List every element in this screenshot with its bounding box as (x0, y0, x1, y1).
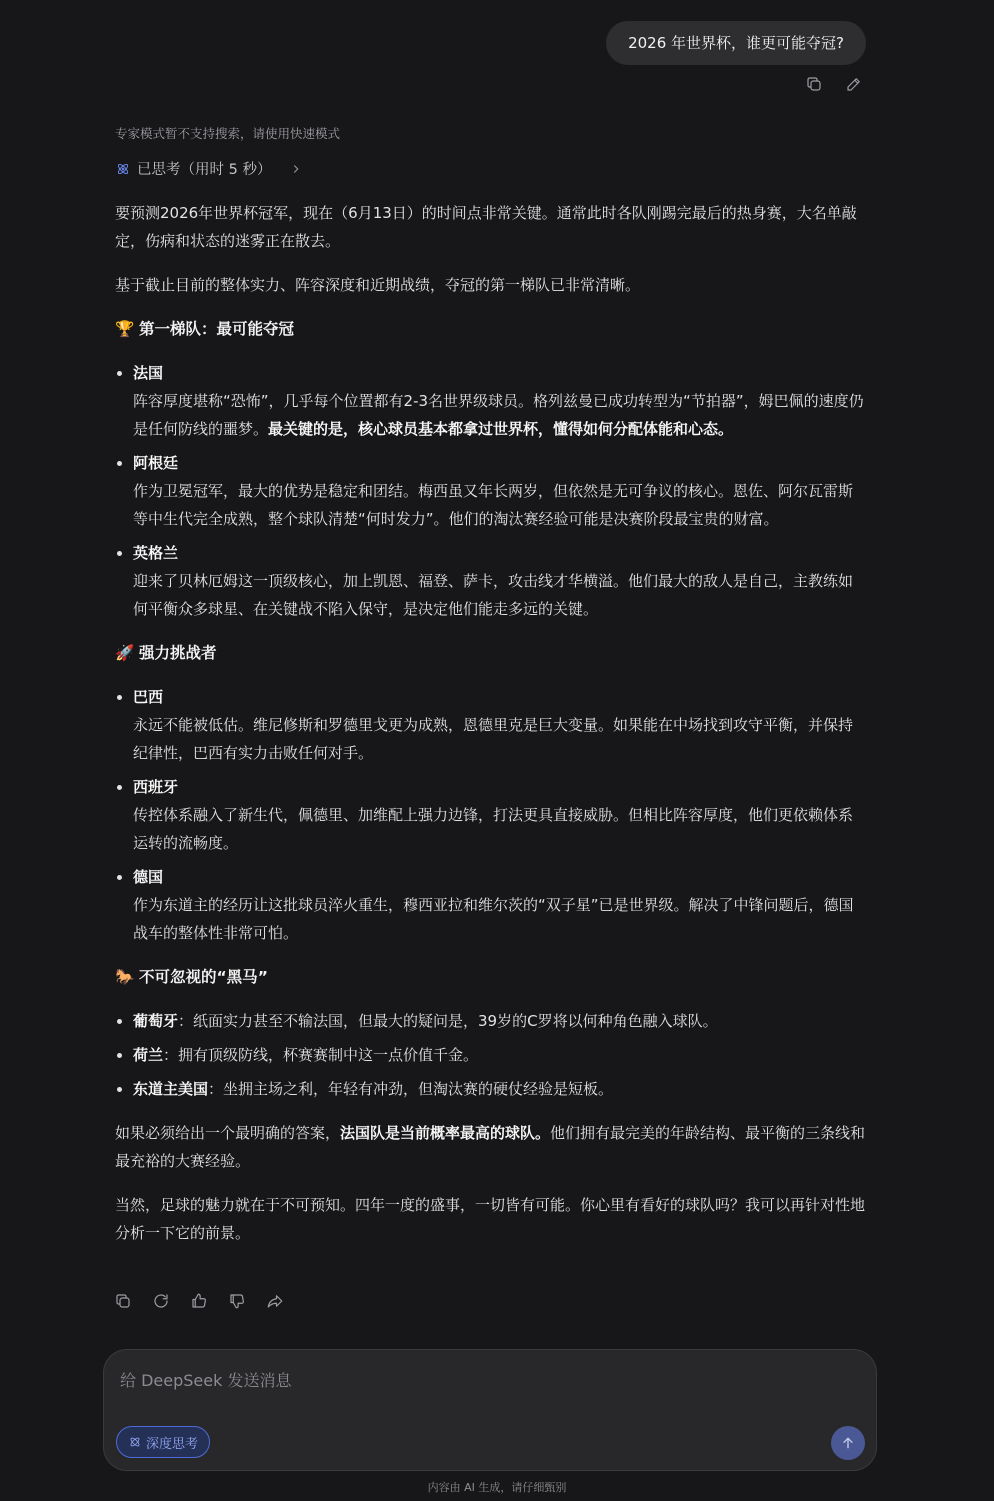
thought-toggle[interactable] (115, 158, 303, 179)
answer-actions (113, 1291, 285, 1311)
share-icon[interactable] (265, 1291, 285, 1311)
deep-think-icon (128, 1435, 142, 1449)
dark-horse-list (115, 1007, 867, 1103)
list-item: • 东道主美国：坐拥主场之利，年轻有冲劲，但淘汰赛的硬仗经验是短板。 (133, 1075, 867, 1103)
conclusion-paragraph: 如果必须给出一个最明确的答案，法国队是当前概率最高的球队。他们拥有最完美的年龄结构、最平衡的三条线和最充裕的大赛经验。 (115, 1124, 866, 1170)
deep-think-icon (115, 161, 131, 177)
message-composer[interactable] (103, 1349, 877, 1471)
user-message-bubble (606, 21, 866, 65)
trophy-icon: 🏆 (115, 320, 135, 338)
arrow-up-icon (840, 1435, 856, 1451)
list-item: • 西班牙 传控体系融入了新生代，佩德里、加维配上强力边锋，打法更具直接威胁。但相比阵容厚度，他们更依赖体系运转的流畅度。 (133, 773, 867, 857)
ai-disclaimer: 内容由 AI 生成，请仔细甄别 (427, 1481, 567, 1494)
list-item: • 巴西 永远不能被低估。维尼修斯和罗德里戈更为成熟，恩德里克是巨大变量。如果能在中场找到攻守平衡，并保持纪律性，巴西有实力击败任何对手。 (133, 683, 867, 767)
intro-paragraph-1: 要预测2026年世界杯冠军，现在（6月13日）的时间点非常关键。通常此时各队刚踢完最后的热身赛，大名单敲定，伤病和状态的迷雾正在散去。 (115, 204, 857, 250)
challengers-list (115, 683, 867, 947)
intro-paragraph-2: 基于截止目前的整体实力、阵容深度和近期战绩，夺冠的第一梯队已非常清晰。 (115, 276, 641, 294)
regenerate-icon[interactable] (151, 1291, 171, 1311)
copy-icon[interactable] (113, 1291, 133, 1311)
send-button[interactable] (831, 1426, 865, 1460)
list-item: • 德国 作为东道主的经历让这批球员淬火重生，穆西亚拉和维尔茨的“双子星”已是世界级。解决了中锋问题后，德国战车的整体性非常可怕。 (133, 863, 867, 947)
deep-think-label: 深度思考 (146, 1436, 199, 1452)
assistant-answer (115, 199, 867, 1263)
section-heading-tier1: 🏆 第一梯队：最可能夺冠 (115, 315, 867, 343)
list-item: • 阿根廷 作为卫冕冠军，最大的优势是稳定和团结。梅西虽又年长两岁，但依然是无可争议的核心。恩佐、阿尔瓦雷斯等中生代完全成熟，整个球队清楚“何时发力”。他们的淘汰赛经验可能是决赛阶段最宝贵的财富。 (133, 449, 867, 533)
thought-label: 已思考（用时 5 秒） (137, 162, 272, 178)
tier1-list (115, 359, 867, 623)
rocket-icon: 🚀 (115, 644, 135, 662)
user-message-actions (804, 74, 864, 94)
thumbs-up-icon[interactable] (189, 1291, 209, 1311)
horse-icon: 🐎 (115, 968, 135, 986)
expert-mode-notice: 专家模式暂不支持搜索，请使用快速模式 (115, 126, 341, 141)
chevron-right-icon (289, 162, 303, 176)
message-input[interactable]: 给 DeepSeek 发送消息 (120, 1371, 292, 1390)
edit-icon[interactable] (844, 74, 864, 94)
list-item: • 葡萄牙：纸面实力甚至不输法国，但最大的疑问是，39岁的C罗将以何种角色融入球队。 (133, 1007, 867, 1035)
section-heading-challengers: 🚀 强力挑战者 (115, 639, 867, 667)
user-message-text: 2026 年世界杯，谁更可能夺冠? (628, 34, 844, 52)
deep-think-button[interactable] (116, 1426, 210, 1458)
list-item: • 荷兰：拥有顶级防线，杯赛赛制中这一点价值千金。 (133, 1041, 867, 1069)
section-heading-dark-horse: 🐎 不可忽视的“黑马” (115, 963, 867, 991)
list-item: • 英格兰 迎来了贝林厄姆这一顶级核心，加上凯恩、福登、萨卡，攻击线才华横溢。他们最大的敌人是自己，主教练如何平衡众多球星、在关键战不陷入保守，是决定他们能走多远的关键。 (133, 539, 867, 623)
thumbs-down-icon[interactable] (227, 1291, 247, 1311)
list-item: • 法国 阵容厚度堪称“恐怖”，几乎每个位置都有2-3名世界级球员。格列兹曼已成功转型为“节拍器”，姆巴佩的速度仍是任何防线的噩梦。最关键的是，核心球员基本都拿过世界杯，懂得如何分配体能和心态。 (133, 359, 867, 443)
copy-icon[interactable] (804, 74, 824, 94)
closing-paragraph: 当然，足球的魅力就在于不可预知。四年一度的盛事，一切皆有可能。你心里有看好的球队吗？我可以再针对性地分析一下它的前景。 (115, 1196, 866, 1242)
